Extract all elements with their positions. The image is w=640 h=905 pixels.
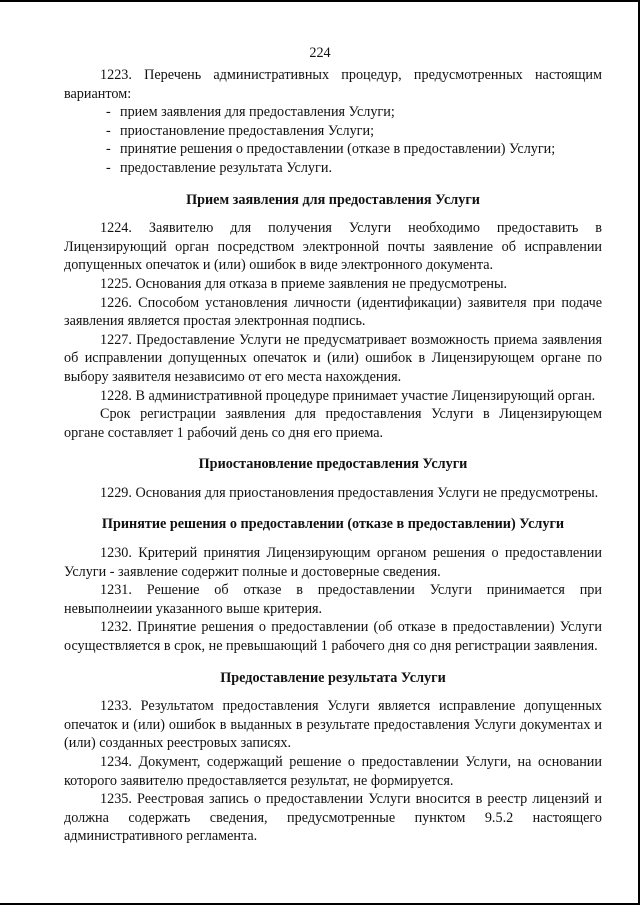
section-heading-decision: Принятие решения о предоставлении (отказе в предоставлении) Услуги	[101, 516, 565, 533]
paragraph-1224: 1224. Заявителю для получения Услуги необходимо предоставить в Лицензирующий орган посредством электронной почты заявление об исправлении допущенных опечаток и (или) ошибок в виде электронного документа.	[64, 220, 602, 274]
paragraph-1235: 1235. Реестровая запись о предоставлении Услуги вносится в реестр лицензий и должна содержать сведения, предусмотренные пунктом 9.5.2 настоящего административного регламента.	[64, 791, 602, 845]
section-heading-suspension: Приостановление предоставления Услуги	[198, 456, 468, 473]
scan-border-top	[0, 0, 640, 2]
paragraph-1225: 1225. Основания для отказа в приеме заявления не предусмотрены.	[100, 275, 508, 292]
paragraph-1229: 1229. Основания для приостановления предоставления Услуги не предусмотрены.	[100, 484, 599, 501]
section-heading-reception: Прием заявления для предоставления Услуги	[186, 191, 480, 208]
list-item: - прием заявления для предоставления Услуги;	[64, 103, 602, 122]
paragraph-1233: 1233. Результатом предоставления Услуги является исправление допущенных опечаток и (или) ошибок в выданных в результате предоставления Услуги документах и (или) созданных реестровых записях.	[64, 698, 602, 752]
paragraph-1232: 1232. Принятие решения о предоставлении (об отказе в предоставлении) Услуги осуществляется в срок, не превышающий 1 рабочего дня со дня регистрации заявления.	[64, 619, 602, 655]
page-number: 224	[309, 45, 331, 61]
paragraph-1223: 1223. Перечень административных процедур, предусмотренных настоящим вариантом:	[64, 67, 602, 102]
list-item: - предоставление результата Услуги.	[64, 159, 602, 178]
paragraph-1234: 1234. Документ, содержащий решение о предоставлении Услуги, на основании которого заявителю предоставляется результат, не формируется.	[64, 754, 602, 789]
paragraph-1231: 1231. Решение об отказе в предоставлении Услуги принимается при невыполнеиии указанного выше критерия.	[64, 582, 602, 617]
paragraph-1228: 1228. В административной процедуре принимает участие Лицензирующий орган.	[100, 387, 596, 404]
procedure-list	[64, 103, 602, 177]
paragraph-1226: 1226. Способом установления личности (идентификации) заявителя при подаче заявления является простая электронная подпись.	[64, 294, 602, 330]
paragraph-1230: 1230. Критерий принятия Лицензирующим органом решения о предоставлении Услуги - заявление содержит полные и достоверные сведения.	[64, 545, 602, 580]
paragraph-1227: 1227. Предоставление Услуги не предусматривает возможность приема заявления об исправлении допущенных опечаток и (или) ошибок в Лицензирующем органе по выбору заявителя независимо от его места нахождения.	[64, 331, 602, 385]
list-item: - принятие решения о предоставлении (отказе в предоставлении) Услуги;	[64, 140, 602, 159]
list-item: - приостановление предоставления Услуги;	[64, 122, 602, 141]
document-body	[64, 66, 602, 846]
section-heading-result: Предоставление результата Услуги	[220, 669, 446, 686]
paragraph-registration-term: Срок регистрации заявления для предоставления Услуги в Лицензирующем органе составляет 1 рабочий день со дня его приема.	[64, 406, 602, 441]
